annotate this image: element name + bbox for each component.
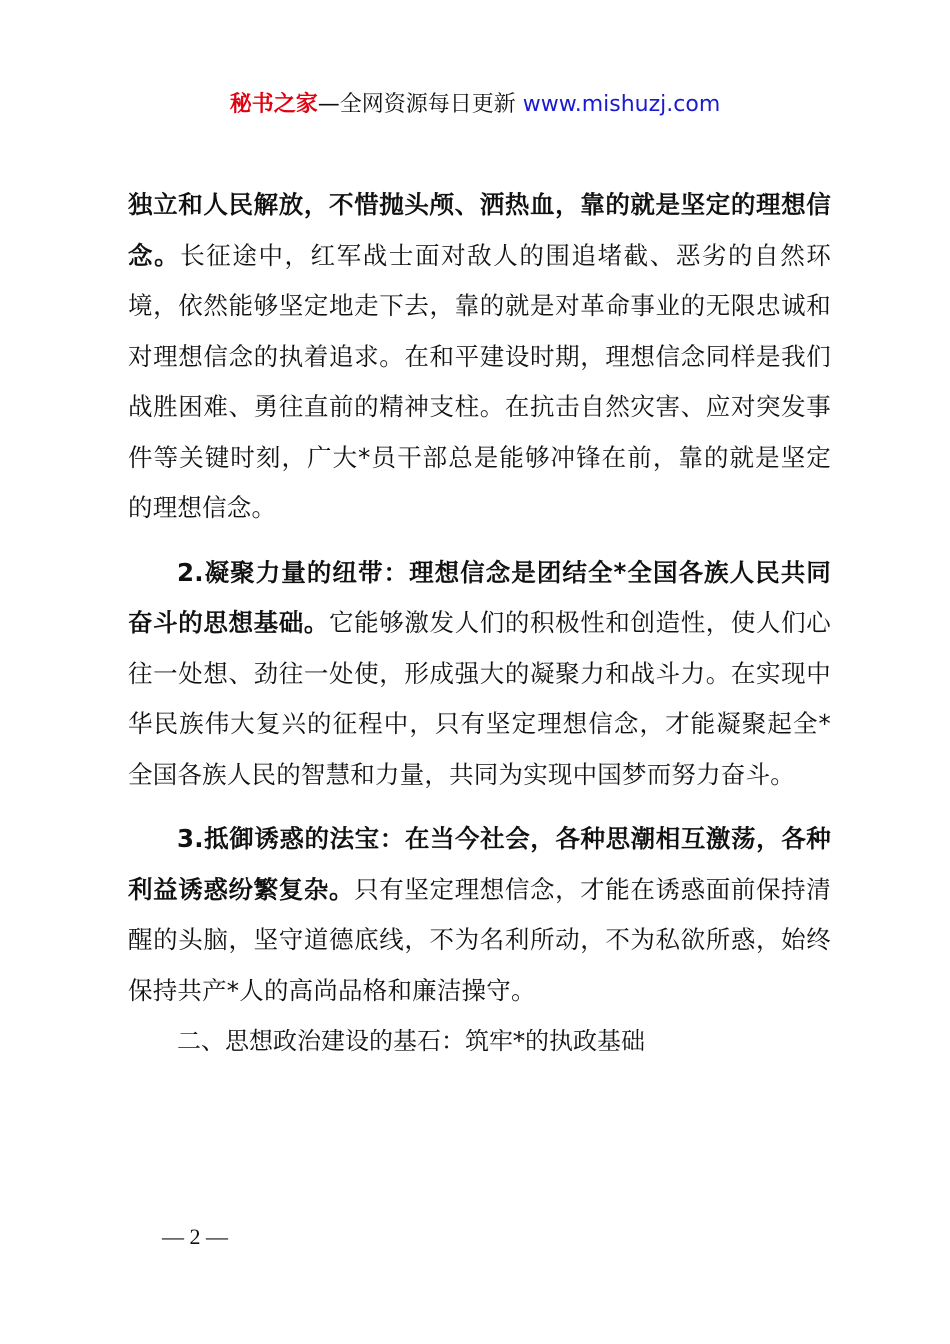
paragraph-body: 它能够激发人们的积极性和创造性，使人们心往一处想、劲往一处使，形成强大的凝聚力和战斗力。在实现中华民族伟大复兴的征程中，只有坚定理想信念，才能凝聚起全*全国各族人民的智慧和力量，共同为实现中国梦而努力奋斗。: [128, 608, 831, 789]
header-slogan: —全网资源每日更新: [317, 92, 516, 117]
site-url-link[interactable]: www.mishuzj.com: [522, 92, 721, 117]
paragraph-ideals-support: [128, 180, 831, 534]
brand-name: 秘书之家: [229, 92, 318, 117]
site-header: [0, 88, 950, 122]
paragraph-lead: 3.抵御诱惑的法宝：在当今社会，各种思潮相互激荡，各种利益诱惑纷繁复杂。: [128, 824, 831, 904]
section-heading: 二、思想政治建设的基石：筑牢*的执政基础: [177, 1027, 645, 1055]
paragraph-body: 长征途中，红军战士面对敌人的围追堵截、恶劣的自然环境，依然能够坚定地走下去，靠的就是对革命事业的无限忠诚和对理想信念的执着追求。在和平建设时期，理想信念同样是我们战胜困难、勇往直前的精神支柱。在抗击自然灾害、应对突发事件等关键时刻，广大*员干部总是能够冲锋在前，靠的就是坚定的理想信念。: [128, 240, 832, 522]
paragraph-lead: 2.凝聚力量的纽带：理想信念是团结全*全国各族人民共同奋斗的思想基础。: [128, 557, 831, 637]
page-number: — 2 —: [162, 1224, 228, 1249]
paragraph-body: 只有坚定理想信念，才能在诱惑面前保持清醒的头脑，坚守道德底线，不为名利所动，不为私欲所惑，始终保持共产*人的高尚品格和廉洁操守。: [128, 874, 831, 1005]
paragraph-lead: 独立和人民解放，不惜抛头颅、洒热血，靠的就是坚定的理想信念。: [128, 190, 831, 270]
paragraph-cohesion: [128, 548, 831, 801]
document-body: [128, 180, 831, 1066]
paragraph-resist-temptation: [128, 814, 831, 1016]
